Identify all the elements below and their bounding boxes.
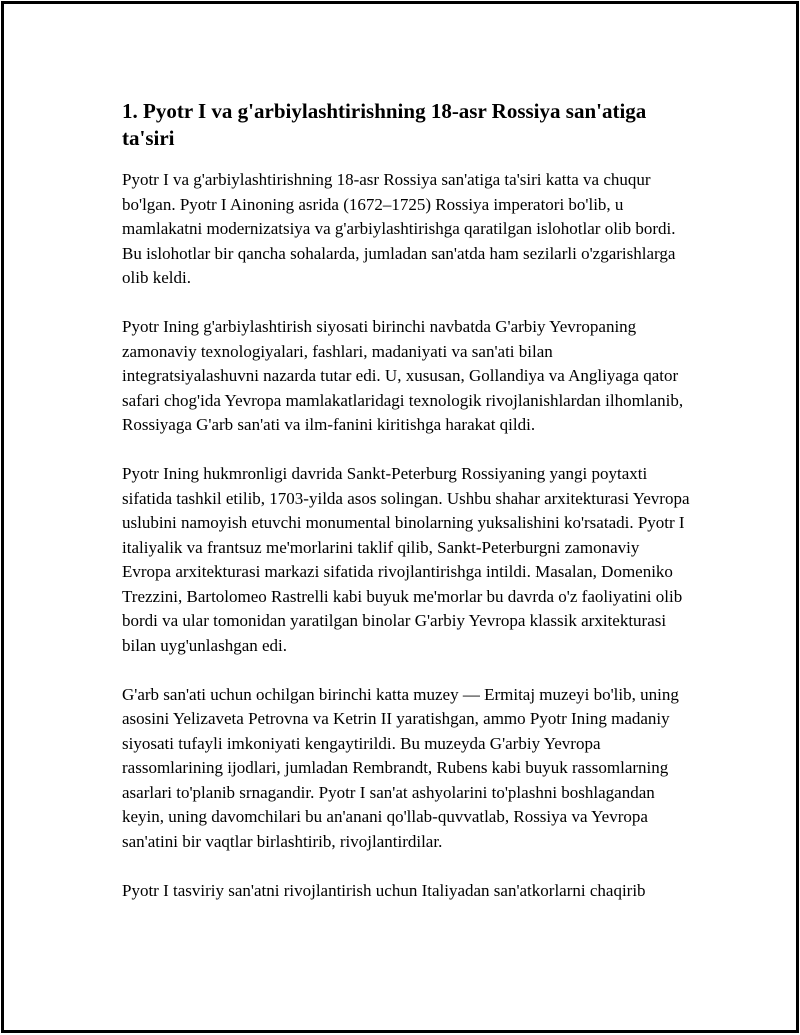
paragraph-4: G'arb san'ati uchun ochilgan birinchi katta muzey — Ermitaj muzeyi bo'lib, uning asosini Yelizaveta Petrovna va Ketrin II yaratishgan, ammo Pyotr Ining madaniy siyosati tufayli imkoniyati kengaytirildi. Bu muzeyda G'arbiy Yevropa rassomlarining ijodlari, jumladan Rembrandt, Rubens kabi buyuk rassomlarning asarlari to'planib srnagandir. Pyotr I san'at ashyolarini to'plashni boshlagandan keyin, uning davomchilari bu an'anani qo'llab-quvvatlab, Rossiya va Yevropa san'atini bir vaqtlar birlashtirib, rivojlantirdilar. [122, 684, 679, 851]
paragraph-3: Pyotr Ining hukmronligi davrida Sankt-Peterburg Rossiyaning yangi poytaxti sifatida tashkil etilib, 1703-yilda asos solingan. Ushbu shahar arxitekturasi Yevropa uslubini namoyish etuvchi monumental binolarning yuksalishini ko'rsatadi. Pyotr I italiyalik va frantsuz me'morlarini taklif qilib, Sankt-Peterburgni zamonaviy Evropa arxitekturasi markazi sifatida rivojlantirishga intildi. Masalan, Domeniko Trezzini, Bartolomeo Rastrelli kabi buyuk me'morlar bu davrda o'z faoliyatini olib bordi va ular tomonidan yaratilgan binolar G'arbiy Yevropa klassik arxitekturasi bilan uyg'unlashgan edi. [122, 464, 690, 655]
paragraph-5: Pyotr I tasviriy san'atni rivojlantirish uchun Italiyadan san'atkorlarni chaqirib [122, 880, 646, 900]
paragraph-2: Pyotr Ining g'arbiylashtirish siyosati birinchi navbatda G'arbiy Yevropaning zamonaviy texnologiyalari, fashlari, madaniyati va san'ati bilan integratsiyalashuvni nazarda tutar edi. U, xususan, Gollandiya va Angliyaga qator safari chog'ida Yevropa mamlakatlaridagi texnologik rivojlanishlardan ilhomlanib, Rossiyaga G'arb san'ati va ilm-fanini kiritishga harakat qildi. [122, 317, 684, 434]
page-frame [1, 1, 799, 1033]
paragraph-1: Pyotr I va g'arbiylashtirishning 18-asr Rossiya san'atiga ta'siri katta va chuqur bo'lgan. Pyotr I Ainoning asrida (1672–1725) Rossiya imperatori bo'lib, u mamlakatni modernizatsiya va g'arbiylashtirishga qaratilgan islohotlar olib bordi. Bu islohotlar bir qancha sohalarda, jumladan san'atda ham sezilarli o'zgarishlarga olib keldi. [122, 170, 676, 287]
section-heading: 1. Pyotr I va g'arbiylashtirishning 18-asr Rossiya san'atiga ta'siri [122, 99, 647, 150]
document-body [122, 98, 692, 928]
